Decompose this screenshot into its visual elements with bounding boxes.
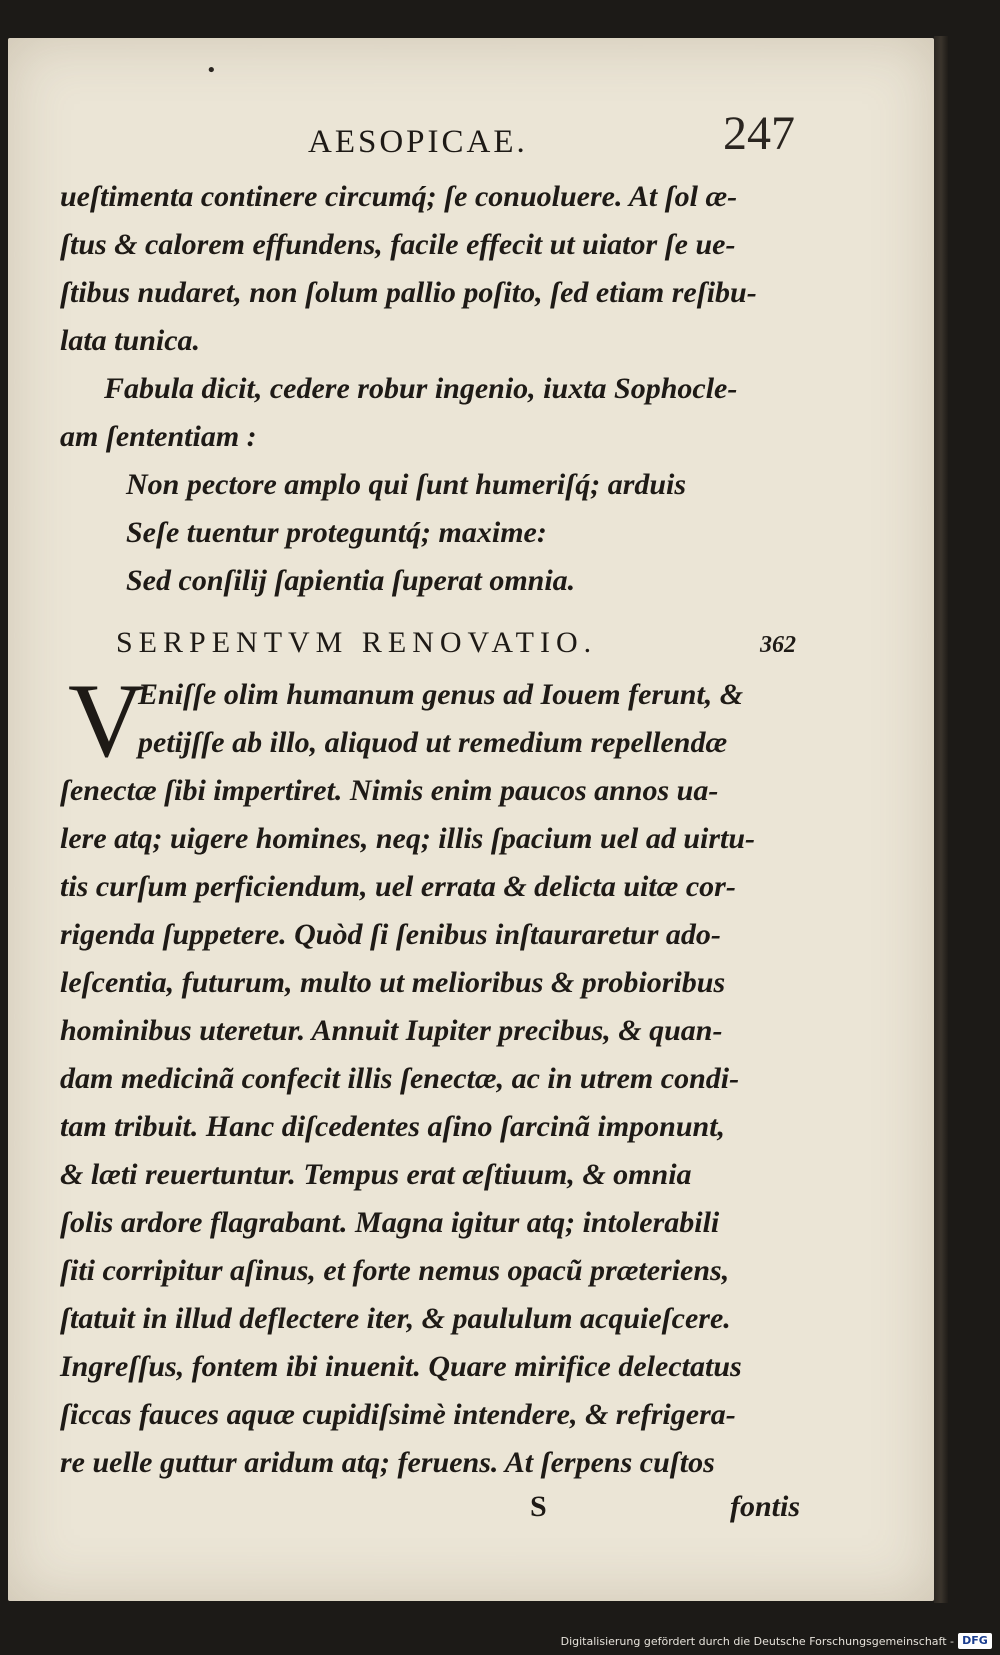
dfg-logo: DFG: [958, 1633, 992, 1649]
text-line: leſcentia, futurum, multo ut melioribus & probioribus: [60, 966, 726, 999]
text-line: lere atq; uigere homines, neq; illis ſpacium uel ad uirtu-: [60, 822, 756, 855]
text-line: lata tunica.: [60, 324, 201, 357]
text-line: ſtatuit in illud deflectere iter, & paululum acquieſcere.: [60, 1302, 731, 1335]
text-line: ſtus & calorem effundens, facile effecit ut uiator ſe ue-: [60, 228, 736, 261]
text-line: ſiti corripitur aſinus, et forte nemus opacũ præteriens,: [60, 1254, 730, 1287]
digitization-credit: Digitalisierung gefördert durch die Deutsche Forschungsgemeinschaft -: [560, 1635, 954, 1648]
section-heading: SERPENTVM RENOVATIO.: [116, 626, 598, 659]
moral-line: am ſententiam :: [60, 420, 257, 453]
stray-mark: •: [206, 60, 217, 81]
text-line: ueſtimenta continere circumq́; ſe conuoluere. At ſol æ-: [60, 180, 738, 213]
text-line: Ingreſſus, fontem ibi inuenit. Quare mirifice delectatus: [60, 1350, 742, 1383]
text-line: petijſſe ab illo, aliquod ut remedium repellendæ: [138, 726, 728, 759]
text-line: & læti reuertuntur. Tempus erat æſtiuum, & omnia: [60, 1158, 692, 1191]
verse-line: Non pectore amplo qui ſunt humeriſq́; arduis: [126, 468, 687, 501]
page-number: 247: [723, 107, 795, 160]
text-line: rigenda ſuppetere. Quòd ſi ſenibus inſtauraretur ado-: [60, 918, 721, 951]
text-line: ſenectæ ſibi impertiret. Nimis enim paucos annos ua-: [60, 774, 719, 807]
page-edge: [934, 36, 948, 1603]
book-page: [8, 38, 934, 1601]
text-line: re uelle guttur aridum atq; feruens. At ſerpens cuſtos: [60, 1446, 715, 1479]
verse-line: Seſe tuentur proteguntq́; maxime:: [126, 516, 547, 549]
text-line: tam tribuit. Hanc diſcedentes aſino ſarcinã imponunt,: [60, 1110, 726, 1143]
text-line: ſolis ardore flagrabant. Magna igitur atq; intolerabili: [60, 1206, 720, 1239]
text-line: tis curſum perficiendum, uel errata & delicta uitæ cor-: [60, 870, 736, 903]
signature-mark: S: [530, 1490, 547, 1523]
running-head: AESOPICAE.: [308, 124, 528, 160]
text-line: Eniſſe olim humanum genus ad Iouem ferunt, &: [138, 678, 744, 711]
drop-initial: V: [68, 662, 145, 779]
text-line: hominibus uteretur. Annuit Iupiter precibus, & quan-: [60, 1014, 723, 1047]
catchword: fontis: [730, 1490, 801, 1523]
moral-line: Fabula dicit, cedere robur ingenio, iuxta Sophocle-: [104, 372, 738, 405]
fable-number: 362: [760, 632, 796, 658]
text-line: ſtibus nudaret, non ſolum pallio poſito, ſed etiam reſibu-: [60, 276, 757, 309]
verse-line: Sed conſilij ſapientia ſuperat omnia.: [126, 564, 576, 597]
text-line: dam medicinã confecit illis ſenectæ, ac in utrem condi-: [60, 1062, 740, 1095]
text-line: ſiccas fauces aquæ cupidiſsimè intendere, & refrigera-: [60, 1398, 736, 1431]
